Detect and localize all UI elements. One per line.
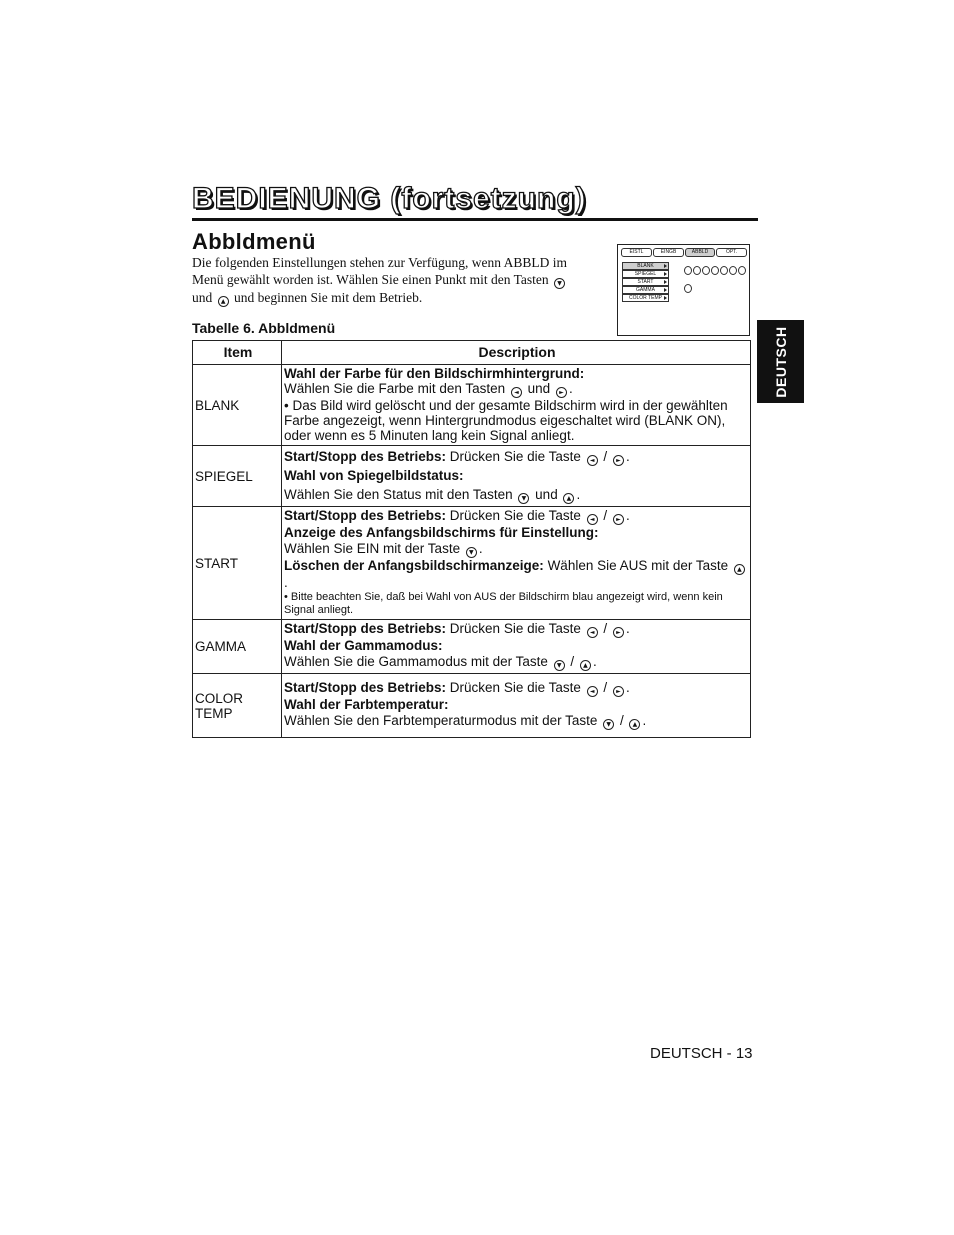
desc-text: /	[603, 680, 608, 695]
desc-text: .	[592, 654, 597, 669]
menu-item-spiegel: SPIEGEL	[622, 270, 669, 278]
menu-item-blank: BLANK	[622, 262, 669, 270]
down-button-icon: ▼	[554, 278, 565, 289]
menu-tab-opt: OPT.	[716, 248, 747, 257]
desc-heading: Wahl von Spiegelbildstatus:	[284, 468, 464, 483]
up-button-icon: ▲	[734, 564, 745, 575]
intro-line-1: Die folgenden Einstellungen stehen zur Verfügung, wenn ABBLD im	[192, 255, 568, 270]
desc-heading: Start/Stopp des Betriebs:	[284, 621, 447, 636]
desc-line	[284, 713, 747, 730]
down-button-icon: ▼	[518, 493, 529, 504]
intro-paragraph	[192, 254, 597, 307]
menu-item-color-temp: COLOR TEMP	[622, 294, 669, 302]
menu-tab-eistl: EISTL	[621, 248, 652, 257]
down-button-icon: ▼	[466, 547, 477, 558]
right-button-icon: ►	[613, 627, 624, 638]
desc-heading: Wahl der Farbe für den Bildschirmhintergrund:	[284, 366, 585, 381]
desc-text: .	[625, 680, 630, 695]
desc-line	[284, 508, 747, 525]
right-button-icon: ►	[613, 686, 624, 697]
desc-line	[284, 381, 747, 398]
desc-text: .	[625, 621, 630, 636]
left-button-icon: ◄	[587, 686, 598, 697]
desc-text: /	[603, 508, 608, 523]
desc-text: .	[576, 487, 581, 502]
row-desc-spiegel	[282, 446, 751, 507]
up-button-icon: ▲	[218, 296, 229, 307]
page-title: BEDIENUNG (fortsetzung)	[192, 182, 587, 215]
up-button-icon: ▲	[580, 660, 591, 671]
desc-text: /	[603, 449, 608, 464]
intro-line-2: Menü gewählt worden ist. Wählen Sie einen Punkt mit den Tasten	[192, 272, 549, 287]
desc-heading: Anzeige des Anfangsbildschirms für Einstellung:	[284, 525, 599, 540]
desc-heading: Löschen der Anfangsbildschirmanzeige:	[284, 558, 544, 573]
row-item-spiegel: SPIEGEL	[193, 446, 282, 507]
desc-text: Wählen Sie EIN mit der Taste	[284, 541, 461, 556]
desc-text: Wählen Sie den Status mit den Tasten	[284, 487, 513, 502]
intro-line-3b: und beginnen Sie mit dem Betrieb.	[234, 290, 423, 305]
menu-item-gamma: GAMMA	[622, 286, 669, 294]
desc-text: Wählen Sie die Gammamodus mit der Taste	[284, 654, 548, 669]
desc-text: und	[535, 487, 558, 502]
menu-tab-eingb: EINGB	[653, 248, 684, 257]
row-item-color-temp	[193, 674, 282, 738]
down-button-icon: ▼	[554, 660, 565, 671]
table-row	[193, 446, 751, 507]
row-desc-blank	[282, 365, 751, 446]
section-title: Abbldmenü	[192, 229, 316, 254]
desc-text: .	[625, 508, 630, 523]
desc-line	[284, 654, 747, 671]
desc-line	[284, 541, 747, 558]
right-button-icon: ►	[613, 455, 624, 466]
desc-text: .	[568, 381, 573, 396]
desc-text: Wählen Sie die Farbe mit den Tasten	[284, 381, 506, 396]
desc-text: /	[603, 621, 608, 636]
desc-text: .	[478, 541, 483, 556]
desc-line	[284, 485, 747, 504]
left-button-icon: ◄	[587, 455, 598, 466]
up-button-icon: ▲	[629, 719, 640, 730]
desc-text: /	[619, 713, 624, 728]
row-desc-gamma	[282, 620, 751, 674]
row-desc-color-temp	[282, 674, 751, 738]
menu-item-start: START	[622, 278, 669, 286]
title-rule	[192, 218, 758, 221]
desc-heading: Start/Stopp des Betriebs:	[284, 508, 447, 523]
item-text: TEMP	[195, 705, 233, 721]
right-button-icon: ►	[556, 387, 567, 398]
desc-heading: Wahl der Gammamodus:	[284, 638, 443, 653]
item-text: COLOR	[195, 690, 244, 706]
up-button-icon: ▲	[563, 493, 574, 504]
language-tab-label: DEUTSCH	[772, 325, 789, 398]
desc-note: • Das Bild wird gelöscht und der gesamte Bildschirm wird in der gewählten Farbe angezeigt, wenn Hintergrundmodus eigeschaltet wird (BLANK ON), oder wenn es 5 Minuten lang kein Signal anliegt.	[284, 398, 728, 443]
desc-text: Drücken Sie die Taste	[449, 508, 581, 523]
desc-text: Wählen Sie den Farbtemperaturmodus mit der Taste	[284, 713, 598, 728]
desc-text: .	[625, 449, 630, 464]
intro-line-3a: und	[192, 290, 213, 305]
table-row	[193, 365, 751, 446]
left-button-icon: ◄	[511, 387, 522, 398]
desc-text: .	[284, 575, 288, 590]
down-button-icon: ▼	[603, 719, 614, 730]
left-button-icon: ◄	[587, 514, 598, 525]
row-desc-start	[282, 507, 751, 620]
header-item: Item	[193, 341, 282, 365]
desc-text: Drücken Sie die Taste	[449, 449, 581, 464]
desc-text: Drücken Sie die Taste	[449, 680, 581, 695]
desc-text: und	[527, 381, 551, 396]
table-row	[193, 674, 751, 738]
desc-text: Drücken Sie die Taste	[449, 621, 581, 636]
table-row	[193, 620, 751, 674]
row-item-start: START	[193, 507, 282, 620]
left-button-icon: ◄	[587, 627, 598, 638]
menu-tab-abbld: ABBLD	[685, 248, 715, 257]
row-item-gamma: GAMMA	[193, 620, 282, 674]
table-caption: Tabelle 6. Abbldmenü	[192, 320, 336, 336]
table-row	[193, 507, 751, 620]
desc-line	[284, 680, 747, 697]
menu-value-circles	[684, 262, 749, 298]
page-number: DEUTSCH - 13	[650, 1045, 753, 1062]
desc-heading: Wahl der Farbtemperatur:	[284, 697, 449, 712]
row-item-blank: BLANK	[193, 365, 282, 446]
desc-text: /	[570, 654, 575, 669]
header-description: Description	[282, 341, 751, 365]
desc-line	[284, 558, 747, 591]
right-button-icon: ►	[613, 514, 624, 525]
desc-heading: Start/Stopp des Betriebs:	[284, 680, 447, 695]
language-tab	[757, 320, 804, 403]
desc-heading: Start/Stopp des Betriebs:	[284, 449, 447, 464]
desc-line	[284, 621, 747, 638]
menu-table	[192, 340, 750, 738]
menu-thumbnail	[617, 244, 750, 336]
desc-text: .	[642, 713, 647, 728]
desc-text: Wählen Sie AUS mit der Taste	[547, 558, 729, 573]
desc-line	[284, 447, 747, 466]
desc-note: • Bitte beachten Sie, daß bei Wahl von AUS der Bildschirm blau angezeigt wird, wenn kein Signal anliegt.	[284, 591, 723, 616]
table-header-row	[193, 341, 751, 365]
